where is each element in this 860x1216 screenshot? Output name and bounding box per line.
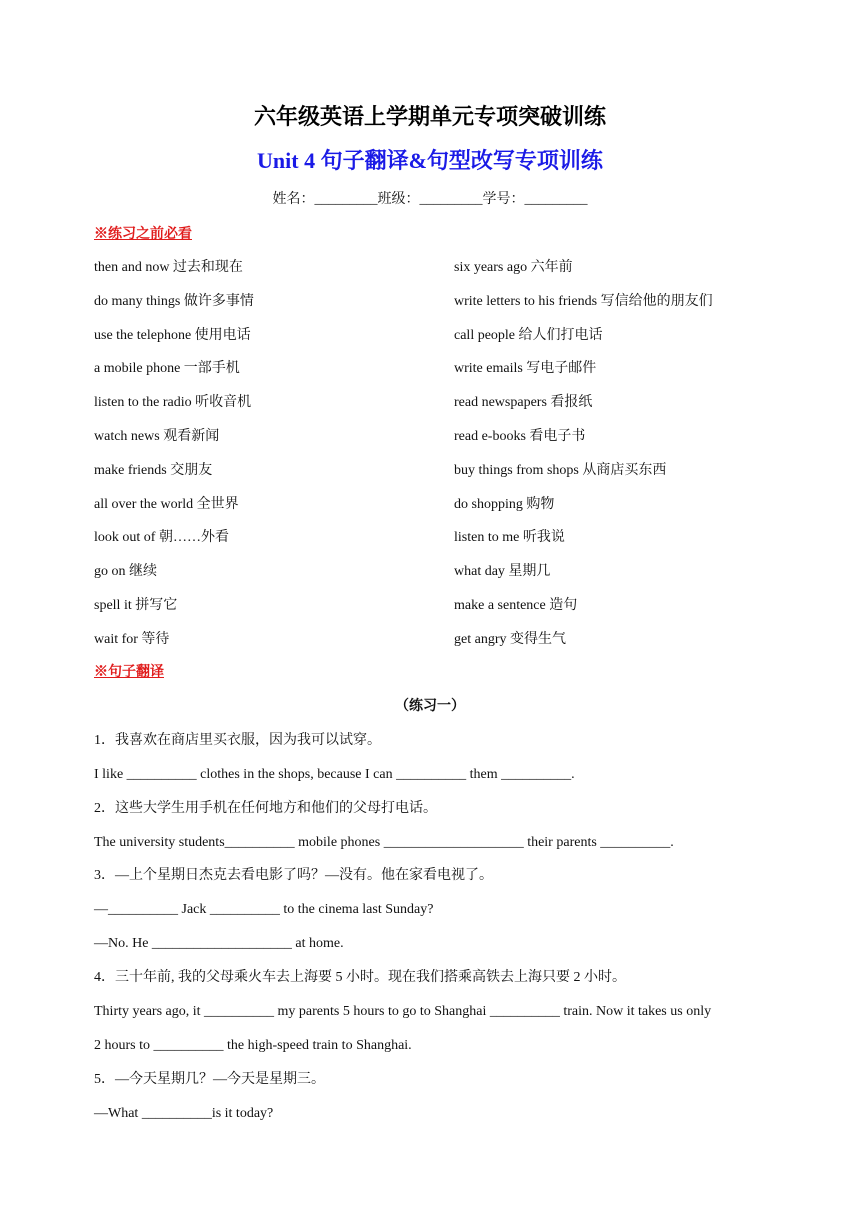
vocab-row	[94, 562, 794, 596]
student-info-line: 姓名：_________班级：_________学号：_________	[272, 192, 588, 207]
question-line: 4．三十年前, 我的父母乘火车去上海要 5 小时。现在我们搭乘高铁去上海只要 2 小时。	[94, 970, 626, 985]
vocab-item: call people 给人们打电话	[454, 327, 603, 343]
vocab-row	[94, 359, 794, 393]
vocab-item: read e-books 看电子书	[454, 428, 586, 444]
answer-line: —No. He ____________________ at home.	[94, 936, 344, 951]
vocab-item: get angry 变得生气	[454, 631, 566, 647]
vocab-item: use the telephone 使用电话	[94, 327, 251, 343]
question-line: 3．—上个星期日杰克去看电影了吗？—没有。他在家看电视了。	[94, 868, 493, 883]
vocab-item: wait for 等待	[94, 631, 170, 647]
section-heading-translation: ※句子翻译	[94, 665, 164, 680]
page-title: 六年级英语上学期单元专项突破训练	[253, 104, 606, 129]
vocab-item: do shopping 购物	[454, 496, 555, 512]
answer-line: The university students__________ mobile phones ____________________ their parents __________.	[94, 835, 674, 850]
vocab-item: make a sentence 造句	[454, 597, 578, 613]
vocab-item: a mobile phone 一部手机	[94, 361, 240, 377]
vocab-row	[94, 461, 794, 495]
vocab-item: buy things from shops 从商店买东西	[454, 462, 667, 478]
vocab-row	[94, 528, 794, 562]
vocab-row	[94, 630, 794, 664]
answer-line: —__________ Jack __________ to the cinema last Sunday?	[94, 902, 434, 917]
vocab-item: write letters to his friends 写信给他的朋友们	[454, 293, 713, 309]
vocab-item: all over the world 全世界	[94, 496, 239, 512]
vocab-item: watch news 观看新闻	[94, 428, 220, 444]
vocab-row	[94, 292, 794, 326]
vocab-item: make friends 交朋友	[94, 462, 213, 478]
answer-line: Thirty years ago, it __________ my parents 5 hours to go to Shanghai __________ train. Now it takes us only	[94, 1004, 712, 1019]
vocab-item: go on 继续	[94, 564, 157, 580]
answer-line: —What __________is it today?	[94, 1106, 274, 1121]
exercise-title: （练习一）	[395, 699, 465, 714]
vocab-item: listen to the radio 听收音机	[94, 395, 252, 411]
section-heading-must-read: ※练习之前必看	[94, 227, 192, 242]
page-subtitle: Unit 4 句子翻译&句型改写专项训练	[257, 148, 603, 173]
vocab-item: do many things 做许多事情	[94, 293, 254, 309]
vocabulary-list	[94, 258, 794, 664]
answer-line: 2 hours to __________ the high-speed train to Shanghai.	[94, 1038, 412, 1053]
question-line: 2．这些大学生用手机在任何地方和他们的父母打电话。	[94, 801, 437, 816]
vocab-item: write emails 写电子邮件	[454, 361, 597, 377]
vocab-row	[94, 596, 794, 630]
question-line: 5．—今天星期几？—今天是星期三。	[94, 1072, 325, 1087]
vocab-item: then and now 过去和现在	[94, 260, 243, 275]
vocab-item: spell it 拼写它	[94, 597, 178, 613]
vocab-item: listen to me 听我说	[454, 530, 565, 546]
vocab-row	[94, 393, 794, 427]
vocab-item: what day 星期几	[454, 564, 551, 580]
question-line: 1．我喜欢在商店里买衣服，因为我可以试穿。	[94, 733, 381, 748]
vocab-row	[94, 258, 794, 292]
vocab-item: read newspapers 看报纸	[454, 395, 593, 411]
vocab-row	[94, 326, 794, 360]
vocab-item: look out of 朝……外看	[94, 530, 229, 546]
vocab-item: six years ago 六年前	[454, 260, 573, 275]
vocab-row	[94, 495, 794, 529]
vocab-row	[94, 427, 794, 461]
answer-line: I like __________ clothes in the shops, because I can __________ them __________.	[94, 767, 575, 782]
